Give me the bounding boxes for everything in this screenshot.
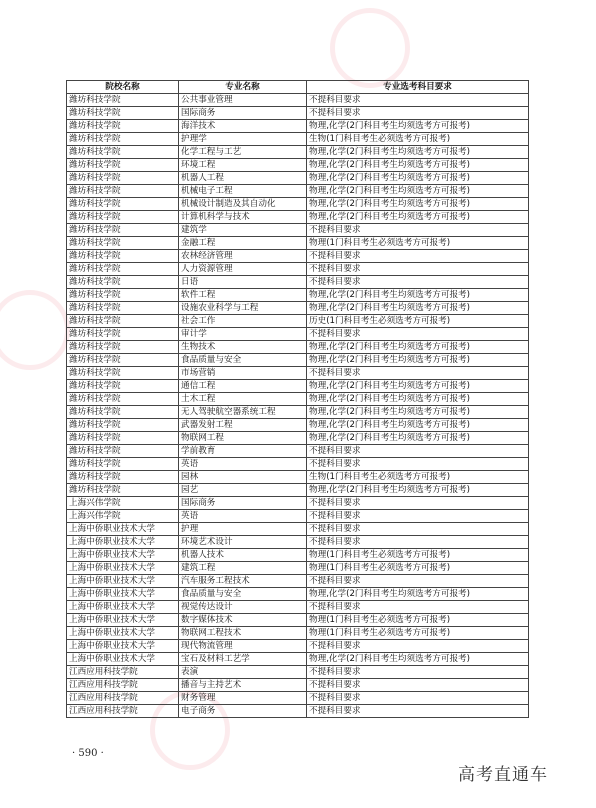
table-row	[67, 653, 529, 666]
cell-major: 国际商务	[179, 107, 307, 120]
cell-school: 潍坊科技学院	[67, 341, 179, 354]
cell-major: 机械电子工程	[179, 185, 307, 198]
cell-major: 无人驾驶航空器系统工程	[179, 406, 307, 419]
cell-school: 潍坊科技学院	[67, 237, 179, 250]
cell-requirement: 物理(1门科目考生必须选考方可报考)	[307, 237, 529, 250]
cell-requirement: 物理(1门科目考生必须选考方可报考)	[307, 627, 529, 640]
table-row	[67, 666, 529, 679]
cell-major: 通信工程	[179, 380, 307, 393]
cell-major: 现代物流管理	[179, 640, 307, 653]
cell-major: 软件工程	[179, 289, 307, 302]
cell-requirement: 不提科目要求	[307, 510, 529, 523]
cell-school: 潍坊科技学院	[67, 367, 179, 380]
table-row	[67, 237, 529, 250]
cell-requirement: 物理(1门科目考生必须选考方可报考)	[307, 562, 529, 575]
cell-school: 潍坊科技学院	[67, 315, 179, 328]
cell-requirement: 生物(1门科目考生必须选考方可报考)	[307, 133, 529, 146]
cell-requirement: 物理,化学(2门科目考生均须选考方可报考)	[307, 198, 529, 211]
table-row	[67, 107, 529, 120]
cell-school: 潍坊科技学院	[67, 289, 179, 302]
table-row	[67, 445, 529, 458]
cell-requirement: 物理,化学(2门科目考生均须选考方可报考)	[307, 211, 529, 224]
table-row	[67, 627, 529, 640]
cell-major: 护理	[179, 523, 307, 536]
cell-school: 潍坊科技学院	[67, 484, 179, 497]
table-body	[67, 94, 529, 718]
table-row	[67, 159, 529, 172]
cell-school: 上海中侨职业技术大学	[67, 588, 179, 601]
cell-school: 潍坊科技学院	[67, 302, 179, 315]
cell-school: 上海中侨职业技术大学	[67, 536, 179, 549]
cell-school: 上海中侨职业技术大学	[67, 653, 179, 666]
cell-requirement: 物理,化学(2门科目考生均须选考方可报考)	[307, 484, 529, 497]
cell-major: 武器发射工程	[179, 419, 307, 432]
cell-requirement: 不提科目要求	[307, 497, 529, 510]
cell-requirement: 不提科目要求	[307, 666, 529, 679]
table-row	[67, 484, 529, 497]
cell-major: 环境艺术设计	[179, 536, 307, 549]
cell-requirement: 不提科目要求	[307, 692, 529, 705]
table-row	[67, 302, 529, 315]
cell-school: 上海中侨职业技术大学	[67, 562, 179, 575]
cell-school: 上海中侨职业技术大学	[67, 575, 179, 588]
cell-major: 食品质量与安全	[179, 354, 307, 367]
table-row	[67, 146, 529, 159]
cell-school: 上海中侨职业技术大学	[67, 640, 179, 653]
table-row	[67, 276, 529, 289]
cell-requirement: 不提科目要求	[307, 705, 529, 718]
cell-requirement: 生物(1门科目考生必须选考方可报考)	[307, 471, 529, 484]
cell-requirement: 物理,化学(2门科目考生均须选考方可报考)	[307, 185, 529, 198]
cell-major: 环境工程	[179, 159, 307, 172]
cell-requirement: 不提科目要求	[307, 458, 529, 471]
cell-requirement: 物理,化学(2门科目考生均须选考方可报考)	[307, 120, 529, 133]
header-school: 院校名称	[67, 81, 179, 94]
cell-requirement: 物理(1门科目考生必须选考方可报考)	[307, 614, 529, 627]
table-row	[67, 406, 529, 419]
cell-major: 农林经济管理	[179, 250, 307, 263]
page-number: · 590 ·	[72, 748, 104, 759]
cell-requirement: 不提科目要求	[307, 224, 529, 237]
cell-school: 江西应用科技学院	[67, 692, 179, 705]
header-requirement: 专业选考科目要求	[307, 81, 529, 94]
cell-requirement: 物理,化学(2门科目考生均须选考方可报考)	[307, 289, 529, 302]
table-row	[67, 380, 529, 393]
cell-requirement: 物理,化学(2门科目考生均须选考方可报考)	[307, 393, 529, 406]
cell-school: 潍坊科技学院	[67, 159, 179, 172]
table-row	[67, 393, 529, 406]
cell-major: 电子商务	[179, 705, 307, 718]
cell-requirement: 不提科目要求	[307, 263, 529, 276]
cell-school: 潍坊科技学院	[67, 419, 179, 432]
cell-school: 上海中侨职业技术大学	[67, 627, 179, 640]
cell-requirement: 不提科目要求	[307, 640, 529, 653]
cell-requirement: 不提科目要求	[307, 94, 529, 107]
cell-school: 潍坊科技学院	[67, 94, 179, 107]
cell-major: 社会工作	[179, 315, 307, 328]
table-row	[67, 120, 529, 133]
table-row	[67, 341, 529, 354]
cell-school: 潍坊科技学院	[67, 120, 179, 133]
cell-school: 潍坊科技学院	[67, 211, 179, 224]
cell-requirement: 物理,化学(2门科目考生均须选考方可报考)	[307, 146, 529, 159]
table-row	[67, 354, 529, 367]
cell-major: 数字媒体技术	[179, 614, 307, 627]
cell-major: 播音与主持艺术	[179, 679, 307, 692]
table-row	[67, 614, 529, 627]
table-row	[67, 705, 529, 718]
table-row	[67, 432, 529, 445]
cell-major: 园林	[179, 471, 307, 484]
table-row	[67, 172, 529, 185]
cell-requirement: 不提科目要求	[307, 523, 529, 536]
cell-school: 上海中侨职业技术大学	[67, 523, 179, 536]
table-row	[67, 575, 529, 588]
cell-major: 土木工程	[179, 393, 307, 406]
cell-school: 潍坊科技学院	[67, 172, 179, 185]
cell-school: 潍坊科技学院	[67, 224, 179, 237]
cell-requirement: 物理,化学(2门科目考生均须选考方可报考)	[307, 341, 529, 354]
table-row	[67, 562, 529, 575]
table-row	[67, 458, 529, 471]
table-row	[67, 692, 529, 705]
cell-school: 潍坊科技学院	[67, 133, 179, 146]
cell-school: 潍坊科技学院	[67, 406, 179, 419]
cell-requirement: 历史(1门科目考生必须选考方可报考)	[307, 315, 529, 328]
cell-school: 潍坊科技学院	[67, 471, 179, 484]
table-row	[67, 315, 529, 328]
watermark-stamp	[0, 290, 70, 370]
cell-school: 上海中侨职业技术大学	[67, 549, 179, 562]
cell-major: 生物技术	[179, 341, 307, 354]
cell-requirement: 物理,化学(2门科目考生均须选考方可报考)	[307, 172, 529, 185]
cell-school: 潍坊科技学院	[67, 393, 179, 406]
table-row	[67, 328, 529, 341]
cell-requirement: 物理,化学(2门科目考生均须选考方可报考)	[307, 302, 529, 315]
cell-school: 江西应用科技学院	[67, 705, 179, 718]
cell-requirement: 物理,化学(2门科目考生均须选考方可报考)	[307, 653, 529, 666]
cell-school: 上海中侨职业技术大学	[67, 614, 179, 627]
cell-school: 潍坊科技学院	[67, 146, 179, 159]
cell-major: 表演	[179, 666, 307, 679]
cell-major: 公共事业管理	[179, 94, 307, 107]
cell-requirement: 不提科目要求	[307, 575, 529, 588]
table-row	[67, 198, 529, 211]
cell-major: 物联网工程技术	[179, 627, 307, 640]
cell-major: 机械设计制造及其自动化	[179, 198, 307, 211]
cell-school: 上海兴伟学院	[67, 497, 179, 510]
table-row	[67, 250, 529, 263]
table-row	[67, 549, 529, 562]
cell-major: 财务管理	[179, 692, 307, 705]
table-row	[67, 94, 529, 107]
cell-requirement: 不提科目要求	[307, 276, 529, 289]
cell-school: 潍坊科技学院	[67, 445, 179, 458]
cell-school: 潍坊科技学院	[67, 107, 179, 120]
cell-requirement: 物理,化学(2门科目考生均须选考方可报考)	[307, 588, 529, 601]
table-row	[67, 536, 529, 549]
table-row	[67, 419, 529, 432]
cell-requirement: 物理,化学(2门科目考生均须选考方可报考)	[307, 432, 529, 445]
cell-major: 金融工程	[179, 237, 307, 250]
cell-requirement: 不提科目要求	[307, 601, 529, 614]
cell-requirement: 物理,化学(2门科目考生均须选考方可报考)	[307, 354, 529, 367]
cell-major: 英语	[179, 458, 307, 471]
table-header-row	[67, 81, 529, 94]
header-major: 专业名称	[179, 81, 307, 94]
table-row	[67, 679, 529, 692]
cell-school: 潍坊科技学院	[67, 458, 179, 471]
cell-requirement: 不提科目要求	[307, 328, 529, 341]
cell-major: 园艺	[179, 484, 307, 497]
cell-school: 潍坊科技学院	[67, 276, 179, 289]
cell-major: 设施农业科学与工程	[179, 302, 307, 315]
cell-school: 潍坊科技学院	[67, 250, 179, 263]
cell-requirement: 不提科目要求	[307, 536, 529, 549]
cell-major: 计算机科学与技术	[179, 211, 307, 224]
cell-major: 护理学	[179, 133, 307, 146]
cell-requirement: 物理,化学(2门科目考生均须选考方可报考)	[307, 159, 529, 172]
cell-school: 江西应用科技学院	[67, 666, 179, 679]
cell-major: 建筑工程	[179, 562, 307, 575]
table-row	[67, 601, 529, 614]
table-row	[67, 471, 529, 484]
table-row	[67, 640, 529, 653]
cell-school: 上海中侨职业技术大学	[67, 601, 179, 614]
cell-major: 人力资源管理	[179, 263, 307, 276]
table-row	[67, 224, 529, 237]
cell-major: 日语	[179, 276, 307, 289]
cell-major: 英语	[179, 510, 307, 523]
cell-school: 潍坊科技学院	[67, 328, 179, 341]
cell-major: 机器人技术	[179, 549, 307, 562]
cell-requirement: 不提科目要求	[307, 107, 529, 120]
table-row	[67, 588, 529, 601]
cell-major: 国际商务	[179, 497, 307, 510]
cell-major: 建筑学	[179, 224, 307, 237]
table-row	[67, 263, 529, 276]
table-row	[67, 211, 529, 224]
brand-logo-text: 高考直通车	[458, 765, 548, 785]
cell-major: 审计学	[179, 328, 307, 341]
table-row	[67, 497, 529, 510]
cell-school: 潍坊科技学院	[67, 380, 179, 393]
cell-school: 上海兴伟学院	[67, 510, 179, 523]
cell-major: 学前教育	[179, 445, 307, 458]
cell-requirement: 不提科目要求	[307, 250, 529, 263]
requirements-table	[66, 80, 529, 718]
cell-school: 潍坊科技学院	[67, 185, 179, 198]
table-row	[67, 510, 529, 523]
cell-requirement: 不提科目要求	[307, 445, 529, 458]
cell-major: 食品质量与安全	[179, 588, 307, 601]
table-row	[67, 367, 529, 380]
table-row	[67, 185, 529, 198]
cell-requirement: 不提科目要求	[307, 679, 529, 692]
cell-requirement: 物理(1门科目考生必须选考方可报考)	[307, 549, 529, 562]
cell-major: 市场营销	[179, 367, 307, 380]
cell-major: 视觉传达设计	[179, 601, 307, 614]
table-row	[67, 523, 529, 536]
cell-school: 潍坊科技学院	[67, 198, 179, 211]
cell-major: 机器人工程	[179, 172, 307, 185]
cell-school: 潍坊科技学院	[67, 432, 179, 445]
cell-major: 汽车服务工程技术	[179, 575, 307, 588]
cell-requirement: 物理,化学(2门科目考生均须选考方可报考)	[307, 419, 529, 432]
table-row	[67, 289, 529, 302]
cell-major: 宝石及材料工艺学	[179, 653, 307, 666]
cell-major: 物联网工程	[179, 432, 307, 445]
cell-school: 潍坊科技学院	[67, 354, 179, 367]
cell-school: 潍坊科技学院	[67, 263, 179, 276]
cell-requirement: 物理,化学(2门科目考生均须选考方可报考)	[307, 380, 529, 393]
table-row	[67, 133, 529, 146]
cell-requirement: 不提科目要求	[307, 367, 529, 380]
watermark-stamp	[330, 8, 410, 88]
cell-major: 海洋技术	[179, 120, 307, 133]
cell-requirement: 物理,化学(2门科目考生均须选考方可报考)	[307, 406, 529, 419]
cell-major: 化学工程与工艺	[179, 146, 307, 159]
cell-school: 江西应用科技学院	[67, 679, 179, 692]
